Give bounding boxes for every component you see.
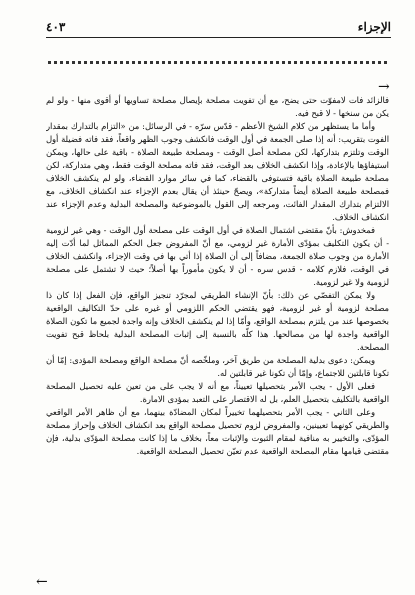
paragraph: فمخدوش: بأنّ مقتضى اشتمال الصلاة في أول الوقت على مصلحة أول الوقت - وهي غير لزومية - أن يكون التكليف بمؤدّى الأمارة غير لزومي، مع أنّ المفروض جعل الحكم المماثل لما أدّت إليه الأمارة من وجوب صلاة الجمعة، مضافاً إلى أن الصلاة إذا أتي بها في وقت الإجزاء، وانكشف الخلاف في الوقت، فلازم كلامه - قدس سره - أن لا يكون مأموراً بها أصلاً؛ حيث لا تشتمل على مصلحة لزومية ولا غير لزومية. xyxy=(46,225,389,287)
page-number: ٤٠٣ xyxy=(46,20,66,34)
page-header xyxy=(46,14,391,34)
paragraph: وعلى الثاني - يجب الأمر بتحصيلهما تخييراً لمكان المضادّة بينهما، مع أن ظاهر الأمر الواقعي والطريقي كونهما تعيينين، والمفروض لزوم تحصيل مصلحة الواقع بعد انكشاف الخلاف وإحراز مصلحة المؤدّى، والتخيير به منافية لمقام الثبوت والإثبات معاً، بخلاف ما إذا كانت مصلحة المؤدّى بدلية، فإن مقتضى قيامها مقام المصلحة الواقعية عدم تعيّن تحصيل المصلحة الواقعية. xyxy=(46,407,389,456)
paragraph: فالزائد فات لامفوّت حتى يضح، مع أن تفويت مصلحة بإيصال مصلحة تساويها أو أقوى منها - ولو لم يكن من سنخها - لا قبح فيه. xyxy=(46,95,389,118)
left-arrow-icon: ← xyxy=(36,574,48,590)
paragraph: ويمكن: دعوى بدلية المصلحة من طريق آخر، وملخّصه أنّ مصلحة الواقع ومصلحة المؤدى: إمّا أن تكونا قابلتين للاجتماع، وإمّا أن تكونا غير قابلتين له. xyxy=(46,355,389,378)
right-arrow-icon: → xyxy=(378,79,390,95)
header-divider xyxy=(46,37,391,38)
dotted-separator xyxy=(48,61,387,64)
paragraph: ولا يمكن التفصّي عن ذلك: بأنّ الإنشاء الطريقي لمجرّد تنجيز الواقع، فإن الفعل إذا كان ذا مصلحة لزومية أو غير لزومية، فهو يقتضي الحكم اللزومي أو غيره على حدّ التكاليف الواقعية بخصوصها عند من يلتزم بمصلحة الواقع، وأمّا إذا لم ينكشف الخلاف وإنه واجدة لجميع ما تكون الصلاة الواقعية واجدة لها من مصالحها. هذا كلّه بالنسبة إلى إثبات المصلحة البدلية بلحاظ قبح تفويت المصلحة. xyxy=(46,290,389,352)
chapter-title: الإجزاء xyxy=(357,20,391,34)
paragraph: وأما ما يستظهر من كلام الشيخ الأعظم - قدّس سرّه - في الرسائل: من «التزام بالتدارك بمقدار الفوت بتقريب: أنه إذا صلى الجمعة في أول الوقت فانكشف وجوب الظهر واقعاً، فقد فاته فضيلة أول الوقت وتلتزم بتداركها، لكن مصلحة أصل الوقت - ومصلحة طبيعة الصلاة - باقية على حالها، ويمكن استيفاؤها بالإعادة، وإذا انكشف الخلاف بعد الوقت، فقد فاته مصلحة الوقت فقط، وهي متداركة، لكن مصلحة طبيعة الصلاة باقية فتستوفى بالقضاء، كما في سائر موارد القضاء، ولو لم ينكشف الخلاف فمصلحة طبيعة الصلاة أيضاً متداركة»، ويصحّ حينئذ أن يقال بعدم الإجزاء عند انكشاف الخلاف، مع الالتزام بتدارك المقدار الفائت، ومرجعه إلى القول بالموضوعية والمصلحة البدلية وعدم الإجزاء عند انكشاف الخلاف. xyxy=(46,121,389,222)
paragraph: فعلى الأول - يجب الأمر بتحصيلها تعييناً، مع أنه لا يجب على من تعين عليه تحصيل المصلحة الواقعية بالتكليف بتحصيل العلم، بل له الاقتصار على التعبد بمؤدى الامارة. xyxy=(46,381,389,404)
body-text xyxy=(46,94,389,574)
